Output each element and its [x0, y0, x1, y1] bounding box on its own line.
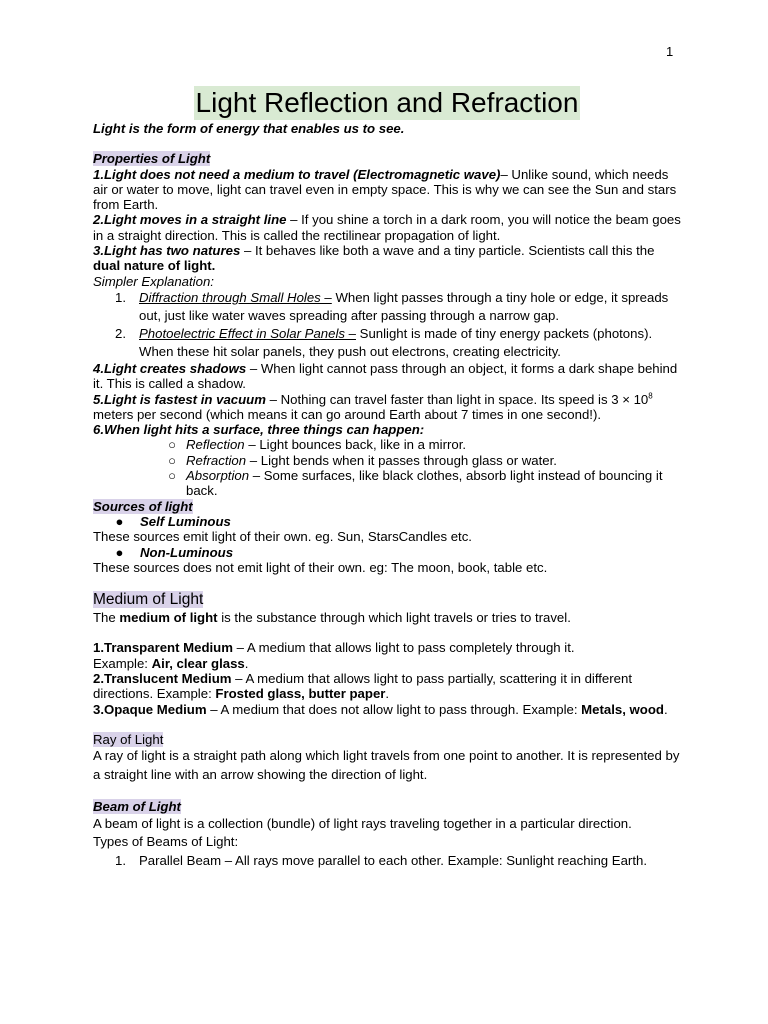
- simpler-explanation-label: Simpler Explanation:: [93, 273, 214, 289]
- self-luminous-text: These sources emit light of their own. eg. Sun, StarsCandles etc.: [93, 529, 472, 545]
- property-4: 4.Light creates shadows – When light cannot pass through an object, it forms a dark shape behind it. This is called a shadow.: [93, 360, 678, 392]
- list-item: 2. Photoelectric Effect in Solar Panels – Sunlight is made of tiny energy packets (photons). When these hit solar panels, they push out electrons, creating electricity.: [115, 325, 653, 359]
- document-body: [93, 86, 681, 870]
- medium-heading: Medium of Light: [93, 591, 204, 609]
- translucent-medium: 2.Translucent Medium – A medium that allows light to pass partially, scattering it in different directions. Example: Frosted glass, butter paper.: [93, 671, 632, 702]
- list-item: 1. Diffraction through Small Holes – When light passes through a tiny hole or edge, it spreads out, just like water waves spreading after passing through a narrow gap.: [115, 289, 669, 323]
- surface-effects-list: [93, 437, 681, 498]
- property-1: 1.Light does not need a medium to travel (Electromagnetic wave)– Unlike sound, which needs air or water to move, light can travel even in empty space. This is why we can see the Sun and stars from Earth.: [93, 166, 677, 213]
- beam-types-label: Types of Beams of Light:: [93, 834, 239, 849]
- property-2: 2.Light moves in a straight line – If you shine a torch in a dark room, you will notice the beam goes in a straight direction. This is called the rectilinear propagation of light.: [93, 212, 681, 243]
- property-3: 3.Light has two natures – It behaves like both a wave and a tiny particle. Scientists call this the dual nature of light.: [93, 243, 655, 274]
- sources-heading: Sources of light: [93, 498, 193, 514]
- document-title: Light Reflection and Refraction: [195, 87, 579, 118]
- transparent-example: Example: Air, clear glass.: [93, 655, 249, 671]
- list-item: ● Non-Luminous: [115, 544, 234, 560]
- non-luminous-text: These sources does not emit light of their own. eg: The moon, book, table etc.: [93, 559, 548, 575]
- opaque-medium: 3.Opaque Medium – A medium that does not allow light to pass through. Example: Metals, wood.: [93, 701, 668, 717]
- simpler-explanation-list: [93, 289, 681, 361]
- properties-heading: Properties of Light: [93, 151, 211, 167]
- beam-types-list: [93, 852, 681, 870]
- ray-heading: Ray of Light: [93, 731, 164, 747]
- list-item: ○ Refraction – Light bends when it passes through glass or water.: [168, 452, 557, 468]
- list-item: ○ Reflection – Light bounces back, like in a mirror.: [168, 437, 467, 453]
- property-5: 5.Light is fastest in vacuum – Nothing can travel faster than light in space. Its speed is $3 \times 10^8$ meters per second (which means it can go around Earth about 7 times in one second!).: [93, 391, 653, 422]
- list-item: ○ Absorption – Some surfaces, like black clothes, absorb light instead of bouncing it back.: [168, 468, 663, 499]
- beam-heading: Beam of Light: [93, 799, 181, 815]
- list-item: 1. Parallel Beam – All rays move parallel to each other. Example: Sunlight reaching Earth.: [115, 852, 647, 868]
- medium-intro: The medium of light is the substance through which light travels or tries to travel.: [93, 610, 571, 626]
- page-number: 1: [666, 44, 674, 59]
- transparent-medium: 1.Transparent Medium – A medium that allows light to pass completely through it.: [93, 640, 575, 656]
- property-6: 6.When light hits a surface, three things can happen:: [93, 422, 425, 438]
- list-item: ● Self Luminous: [115, 513, 231, 529]
- beam-text: A beam of light is a collection (bundle) of light rays traveling together in a particular direction.: [93, 815, 632, 831]
- intro-text: Light is the form of energy that enables us to see.: [93, 121, 405, 136]
- ray-text: A ray of light is a straight path along which light travels from one point to another. It is represented by a straight line with an arrow showing the direction of light.: [93, 748, 680, 782]
